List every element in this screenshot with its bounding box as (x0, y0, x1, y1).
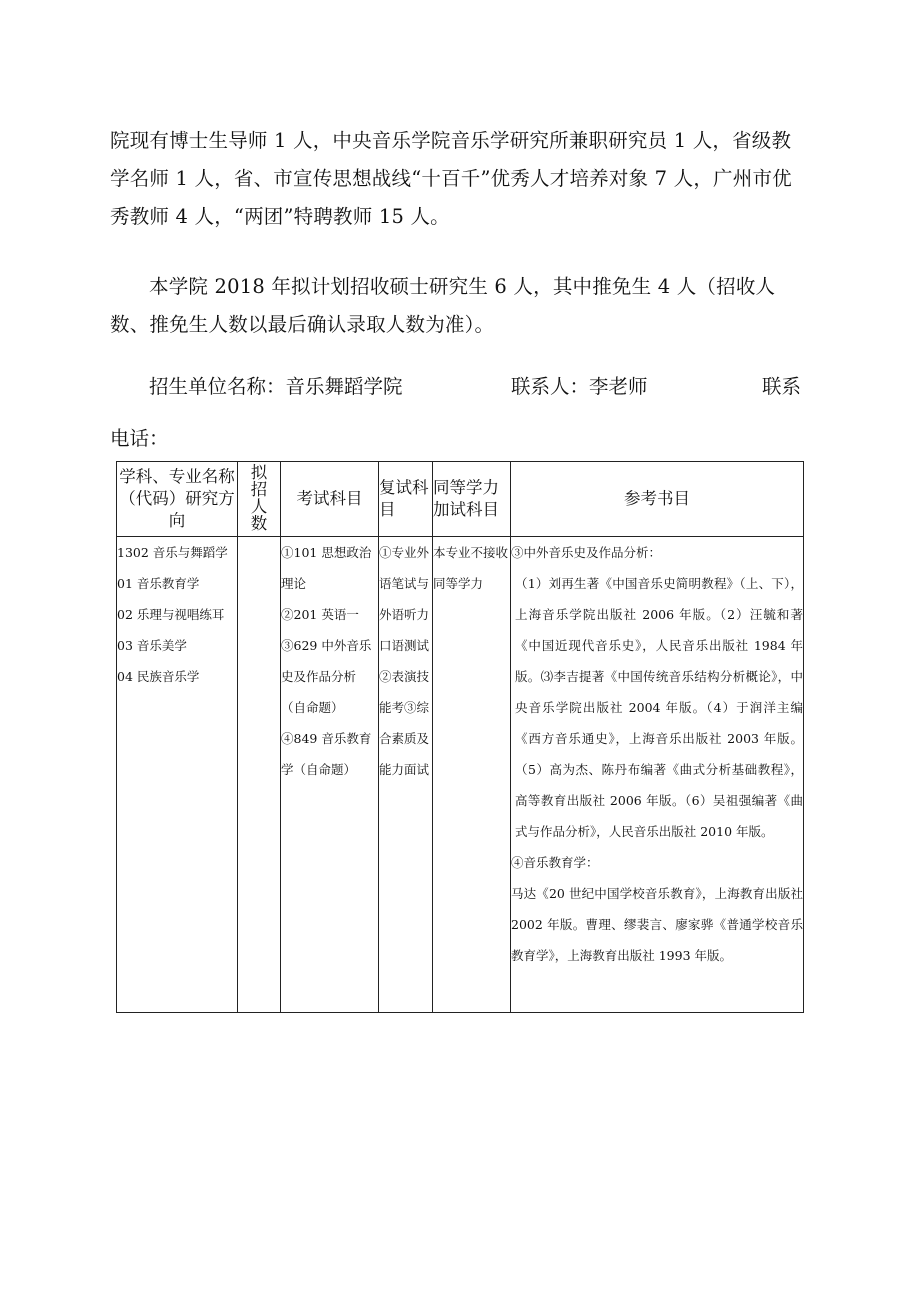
exam-item: ④849 音乐教育学（自命题） (281, 731, 372, 777)
header-reference-books: 参考书目 (511, 462, 804, 537)
contact-phone-label-part1: 联系 (762, 375, 802, 398)
cell-major-list (117, 537, 238, 1013)
cell-quota (238, 537, 281, 1013)
cell-extra-subjects: 本专业不接收同等学力 (433, 537, 511, 1013)
header-extra-subjects: 同等学力加试科目 (433, 462, 511, 537)
books-heading-history: ③中外音乐史及作品分析： (511, 545, 662, 560)
table-header-row (117, 462, 804, 537)
intro-paragraph-2 (110, 268, 810, 344)
exam-item: ③629 中外音乐史及作品分析（自命题） (281, 638, 372, 715)
cell-exam-subjects (281, 537, 379, 1013)
major-item: 1302 音乐与舞蹈学 (117, 545, 228, 560)
intro-paragraph-1: 院现有博士生导师 1 人，中央音乐学院音乐学研究所兼职研究员 1 人，省级教学名师 1 人，省、市宣传思想战线“十百千”优秀人才培养对象 7 人，广州市优秀教师 4 人，“两团”特聘教师 15 人。 (110, 129, 792, 228)
major-item: 04 民族音乐学 (117, 669, 200, 684)
major-item: 01 音乐教育学 (117, 576, 200, 591)
intro-paragraph-2-text: 本学院 2018 年拟计划招收硕士研究生 6 人，其中推免生 4 人（招收人数、推免生人数以最后确认录取人数为准）。 (110, 275, 776, 336)
cell-reference-books (511, 537, 804, 1013)
header-major: 学科、专业名称（代码）研究方向 (117, 462, 238, 537)
enrollment-table (116, 461, 804, 1013)
enrollment-unit-name: 招生单位名称：音乐舞蹈学院 (149, 375, 403, 398)
books-list-history: （1）刘再生著《中国音乐史简明教程》（上、下），上海音乐学院出版社 2006 年版。（2）汪毓和著《中国近现代音乐史》，人民音乐出版社 1984 年版。⑶李吉提著《中国传统音乐结构分析概论》，中央音乐学院出版社 2004 年版。（4）于润洋主编《西方音乐通史》，上海音乐出版社 2003 年版。（5）高为杰、陈丹布编著《曲式分析基础教程》，高等教育出版社 2006 年版。（6）吴祖强编著《曲式与作品分析》，人民音乐出版社 2010 年版。 (515, 576, 803, 839)
contact-phone-label-part2: 电话： (110, 427, 169, 450)
books-heading-education: ④音乐教育学： (511, 855, 599, 870)
contact-person: 联系人：李老师 (511, 375, 648, 398)
exam-item: ①101 思想政治理论 (281, 545, 372, 591)
header-quota-text: 拟招人数 (250, 462, 268, 533)
table-row (117, 537, 804, 1013)
header-retest-subjects: 复试科目 (379, 462, 433, 537)
cell-retest-subjects: ①专业外语笔试与外语听力口语测试②表演技能考③综合素质及能力面试 (379, 537, 433, 1013)
major-item: 02 乐理与视唱练耳 (117, 607, 225, 622)
exam-item: ②201 英语一 (281, 607, 359, 622)
books-list-education: 马达《20 世纪中国学校音乐教育》，上海教育出版社 2002 年版。曹理、缪裴言、廖家骅《普通学校音乐教育学》，上海教育出版社 1993 年版。 (511, 886, 803, 963)
header-quota (238, 462, 281, 537)
contact-line (110, 368, 810, 406)
header-exam-subjects: 考试科目 (281, 462, 379, 537)
major-item: 03 音乐美学 (117, 638, 187, 653)
